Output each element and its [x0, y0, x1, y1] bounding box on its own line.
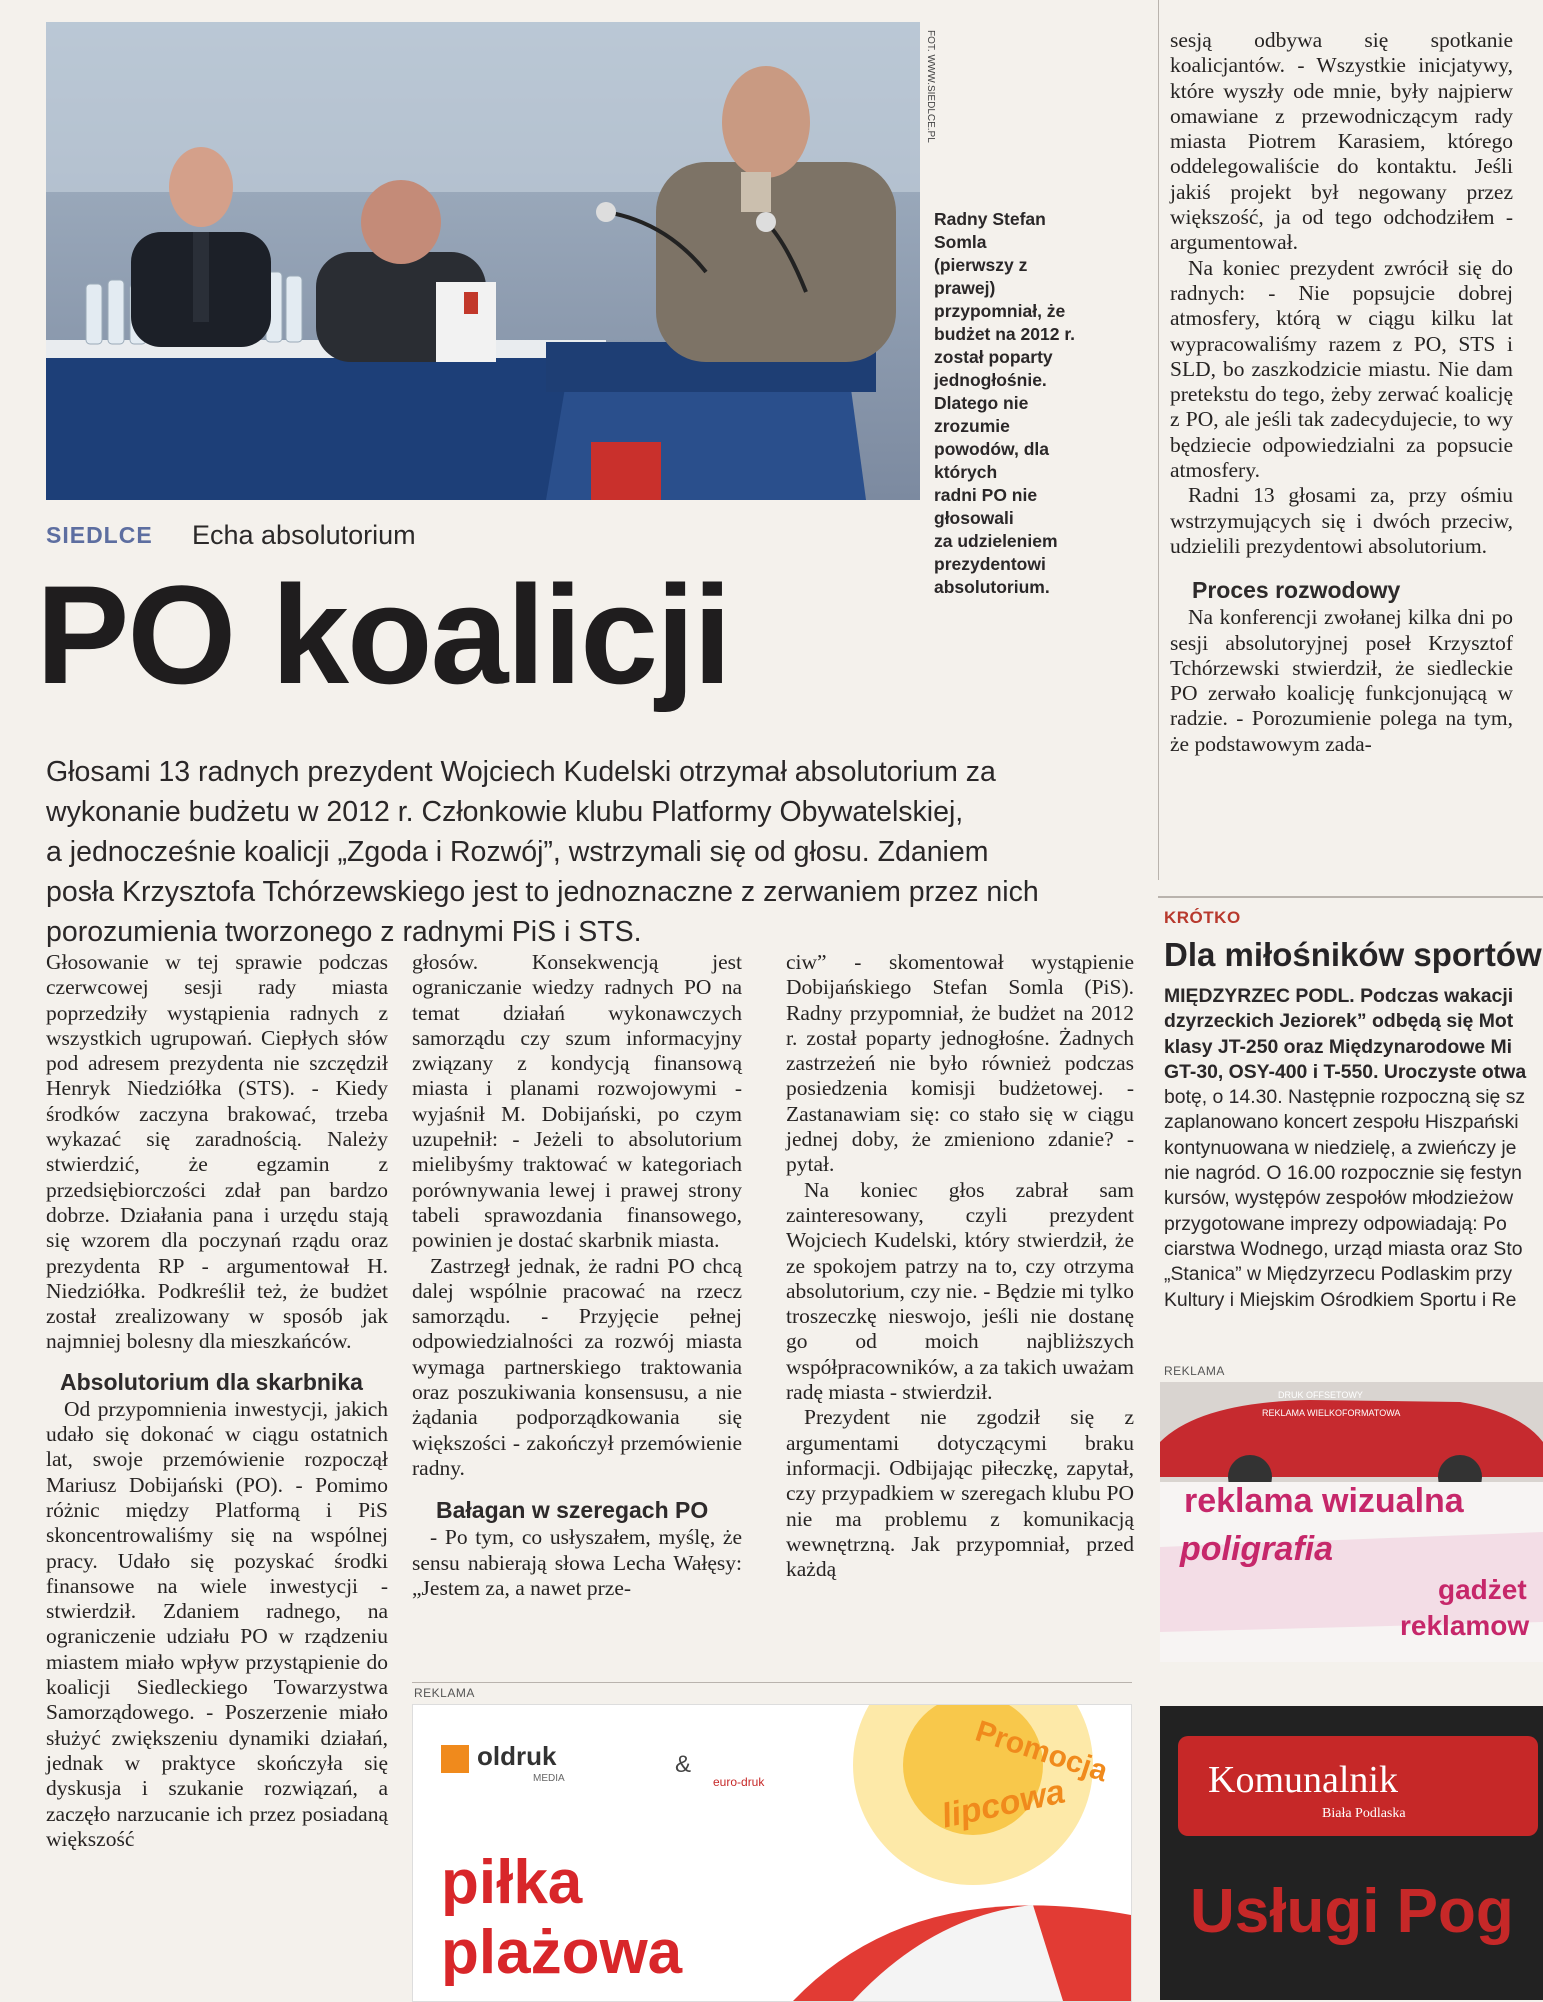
caption-line: Radny Stefan Somla: [934, 209, 1046, 252]
paragraph: - Po tym, co usłyszałem, myślę, że sensu nabierają słowa Lecha Wałęsy: „Jestem za, a nawet prze-: [412, 1525, 742, 1600]
promo-line: Promocja: [971, 1714, 1112, 1789]
section-label: SIEDLCE: [46, 522, 153, 548]
paragraph: Głosowanie w tej sprawie podczas czerwcowej sesji rady miasta poprzedziły wystąpienia radnych z wszystkich ugrupowań. Ciepłych słów pod adresem prezydenta nie szczędził Henryk Niedziółka (STS). - Kiedy środków zaczyna brakować, trzeba wykazać się zaradnością. Należy stwierdzić, że egzamin z przedsiębiorczości zdał pan bardzo dobrze. Działania pana i urzędu stają się wzorem dla poczynań rządu oraz prezydenta RP - argumentował H. Niedziółka. Podkreślił też, że budżet został zrealizowany w sposób jak najmniej bolesny dla mieszkańców.: [46, 950, 388, 1354]
kicker-title: Echa absolutorium: [192, 520, 416, 550]
ad-label: REKLAMA: [1164, 1364, 1225, 1378]
slogan: Usługi Pog: [1190, 1877, 1514, 1946]
ad-promo[interactable]: [412, 1704, 1132, 2002]
brand-oldruk: oldruk: [477, 1741, 557, 1771]
caption-line: (pierwszy z prawej): [934, 255, 1028, 298]
product-line: piłka: [441, 1848, 583, 1917]
caption-line: za udzieleniem: [934, 531, 1058, 551]
krotko-line: botę, o 14.30. Następnie rozpoczną się sz: [1164, 1086, 1526, 1109]
column-rule: [1158, 0, 1159, 880]
subheading: Bałagan w szeregach PO: [436, 1497, 709, 1524]
lead-line: Głosami 13 radnych prezydent Wojciech Kudelski otrzymał absolutorium za: [46, 756, 996, 788]
paragraph: Od przypomnienia inwestycji, jakich udało się dokonać w ciągu ostatnich lat, swoje przemówienie rozpoczął Mariusz Dobijański (PO). - Pomimo różnic między Platformą i PiS skoncentrowaliśmy się na wspólnej pracy. Udało się pozyskać środki finansowe na wiele inwestycji - stwierdził. Zdaniem radnego, na ograniczenie udziału PO w rządzeniu miastem miało wpływ przystąpienie do koalicji Siedleckiego Towarzystwa Samorządowego. - Poszerzenie miało służyć zwiększeniu dynamiki działań, jednak w praktyce skończyła się dyskusja i szukanie rozwiązań, a zaczęło narzucanie ich przez posiadaną większość: [46, 1396, 388, 1851]
lead-line: a jednocześnie koalicji „Zgoda i Rozwój”, wstrzymali się od głosu. Zdaniem: [46, 836, 989, 868]
paragraph: Radni 13 głosami za, przy ośmiu wstrzymujących się i dwóch przeciw, udzielili prezydentowi absolutorium.: [1170, 483, 1513, 558]
krotko-line: Kultury i Miejskim Ośrodkiem Sportu i Re: [1164, 1288, 1517, 1311]
ad-line: reklamow: [1400, 1610, 1530, 1641]
brand-oldruk-sub: MEDIA: [533, 1773, 565, 1784]
krotko-line: przygotowane imprezy odpowiadają: Po: [1164, 1212, 1507, 1235]
ad-line: poligrafia: [1180, 1530, 1334, 1568]
krotko-line: klasy JT-250 oraz Międzynarodowe Mi: [1164, 1035, 1513, 1058]
krotko-line: nie nagród. O 16.00 rozpocznie się festyn: [1164, 1162, 1522, 1185]
caption-line: Dlatego nie zrozumie: [934, 393, 1029, 436]
krotko-line: „Stanica” w Międzyrzecu Podlaskim przy: [1164, 1263, 1513, 1286]
ad-rule: [412, 1682, 1132, 1683]
subheading: Absolutorium dla skarbnika: [60, 1368, 363, 1395]
krotko-line: MIĘDZYRZEC PODL. Podczas wakacji: [1164, 985, 1514, 1007]
ampersand: &: [675, 1751, 692, 1778]
krotko-line: GT-30, OSY-400 i T-550. Uroczyste otwa: [1164, 1060, 1527, 1083]
caption-line: został poparty: [934, 347, 1053, 367]
paragraph: Prezydent nie zgodził się z argumentami dotyczącymi braku informacji. Odbijając piłeczkę, zapytał, czy przypadkiem w szeregach klubu PO nie ma problemu z komunikacją wewnętrzną. Jak przypomniał, przed każdą: [786, 1405, 1134, 1582]
caption-line: przypomniał, że: [934, 301, 1066, 321]
ad-komunalnik[interactable]: [1160, 1706, 1543, 2000]
krotko-line: dzyrzeckich Jeziorek” odbędą się Mot: [1164, 1010, 1514, 1033]
brand-city: Biała Podlaska: [1322, 1806, 1406, 1821]
ad-signage[interactable]: [1160, 1382, 1543, 1662]
car-text: DRUK OFFSETOWY: [1278, 1390, 1363, 1400]
paragraph: głosów. Konsekwencją jest ograniczanie wiedzy radnych PO na temat działań wykonawczych samorządu czy szum informacyjny związany z kondycją finansową miasta i planami rozwojowymi - wyjaśnił M. Dobijański, po czym uzupełnił: - Jeżeli to absolutorium mielibyśmy traktować w kategoriach porównywania lewej i prawej strony tabeli sprawozdania finansowego, powinien je dostać skarbnik miasta.: [412, 950, 742, 1253]
caption-line: prezydentowi: [934, 554, 1046, 574]
promo-line: lipcowa: [938, 1772, 1069, 1836]
paragraph: Zastrzegł jednak, że radni PO chcą dalej wspólnie pracować na rzecz samorządu. - Przyjęcie pełnej odpowiedzialności za rozwój miasta wymaga partnerskiego traktowania oraz poszukiwania konsensusu, a nie żądania podporządkowania się większości - zakończył przemówienie radny.: [412, 1253, 742, 1480]
krotko-line: kontynuowana w niedzielę, a zwieńczy je: [1164, 1136, 1517, 1159]
paragraph: ciw” - skomentował wystąpienie Dobijańskiego Stefan Somla (PiS). Radny przypomniał, że budżet na 2012 r. został poparty jednogłośne. Żadnych zastrzeżeń nie było również podczas posiedzenia komisji budżetowej. - Zastanawiam się: co stało się w ciągu jednej doby, że zmieniono zdanie? - pytał.: [786, 950, 1134, 1177]
product-line: plażowa: [441, 1918, 683, 1987]
article-photo: [46, 22, 920, 500]
column-4: [1170, 28, 1513, 757]
section-rule: [1158, 896, 1543, 898]
caption-line: budżet na 2012 r.: [934, 324, 1076, 344]
car-text: REKLAMA WIELKOFORMATOWA: [1262, 1408, 1401, 1418]
ad-line: gadżet: [1438, 1574, 1527, 1605]
caption-line: powodów, dla których: [934, 439, 1050, 482]
photo-credit: FOT. WWW.SIEDLCE.PL: [925, 30, 936, 143]
lead-line: wykonanie budżetu w 2012 r. Członkowie klubu Platformy Obywatelskiej,: [46, 796, 964, 828]
lead-paragraph: [46, 752, 1112, 952]
council-session-photo: [46, 22, 920, 500]
krotko-line: ciarstwa Wodnego, urząd miasta oraz Sto: [1164, 1237, 1523, 1260]
caption-line: jednogłośnie.: [934, 370, 1047, 390]
paragraph: Na koniec prezydent zwrócił się do radnych: - Nie popsujcie dobrej atmosfery, którą w ciągu kilku lat wypracowaliśmy razem z PO, STS i SLD, bo zaszkodzicie miastu. Nie dam pretekstu do tego, żeby zerwać koalicję z PO, ale jeśli tak zadecydujecie, to wy będziecie odpowiedzialni za popsucie atmosfery.: [1170, 255, 1513, 483]
paragraph: Na konferencji zwołanej kilka dni po sesji absolutoryjnej poseł Krzysztof Tchórzewski stwierdził, że siedleckie PO zerwało koalicję funkcjonującą w radzie. - Porozumienie polega na tym, że podstawowym zada-: [1170, 605, 1513, 756]
krotko-line: kursów, występów zespołów młodzieżow: [1164, 1187, 1514, 1210]
lead-line: posła Krzysztofa Tchórzewskiego jest to jednoznaczne z zerwaniem przez nich: [46, 876, 1039, 908]
column-1: [46, 950, 388, 1852]
lead-line: porozumienia tworzonego z radnymi PiS i STS.: [46, 916, 642, 948]
caption-line: absolutorium.: [934, 577, 1050, 597]
caption-line: radni PO nie głosowali: [934, 485, 1038, 528]
krotko-line: zaplanowano koncert zespołu Hiszpański: [1164, 1111, 1519, 1134]
brand-name: Komunalnik: [1208, 1759, 1398, 1801]
krotko-label: KRÓTKO: [1164, 908, 1241, 927]
column-3: [786, 950, 1134, 1582]
paragraph: sesją odbywa się spotkanie koalicjantów. - Wszystkie inicjatywy, które wyszły ode mnie, były najpierw omawiane z przewodniczącym rady miasta Piotrem Karasiem, którego oddelegowaliście do kontaktu. Jeśli jakiś projekt był negowany przez większość, ja od tego odchodziłem - argumentował.: [1170, 28, 1513, 255]
photo-caption: [934, 208, 1084, 599]
oldruk-logo-mark: [441, 1745, 469, 1773]
subheading: Proces rozwodowy: [1192, 577, 1401, 604]
krotko-text: [1164, 984, 1543, 1313]
headline: PO koalicji: [36, 556, 730, 713]
column-2: [412, 950, 742, 1601]
ad-line: reklama wizualna: [1184, 1482, 1464, 1520]
brand-eurodruk: euro-druk: [713, 1775, 765, 1789]
paragraph: Na koniec głos zabrał sam zainteresowany, czyli prezydent Wojciech Kudelski, który stwierdził, że ze spokojem patrzy na to, czy otrzyma absolutorium, czy nie. - Będzie mi tylko troszeczkę nieswojo, jeśli nie dostanę go od moich najbliższych współpracowników, a za takich uważam radę miasta - stwierdził.: [786, 1177, 1134, 1405]
krotko-title: Dla miłośników sportów: [1164, 936, 1542, 973]
ad-label: REKLAMA: [414, 1686, 475, 1700]
